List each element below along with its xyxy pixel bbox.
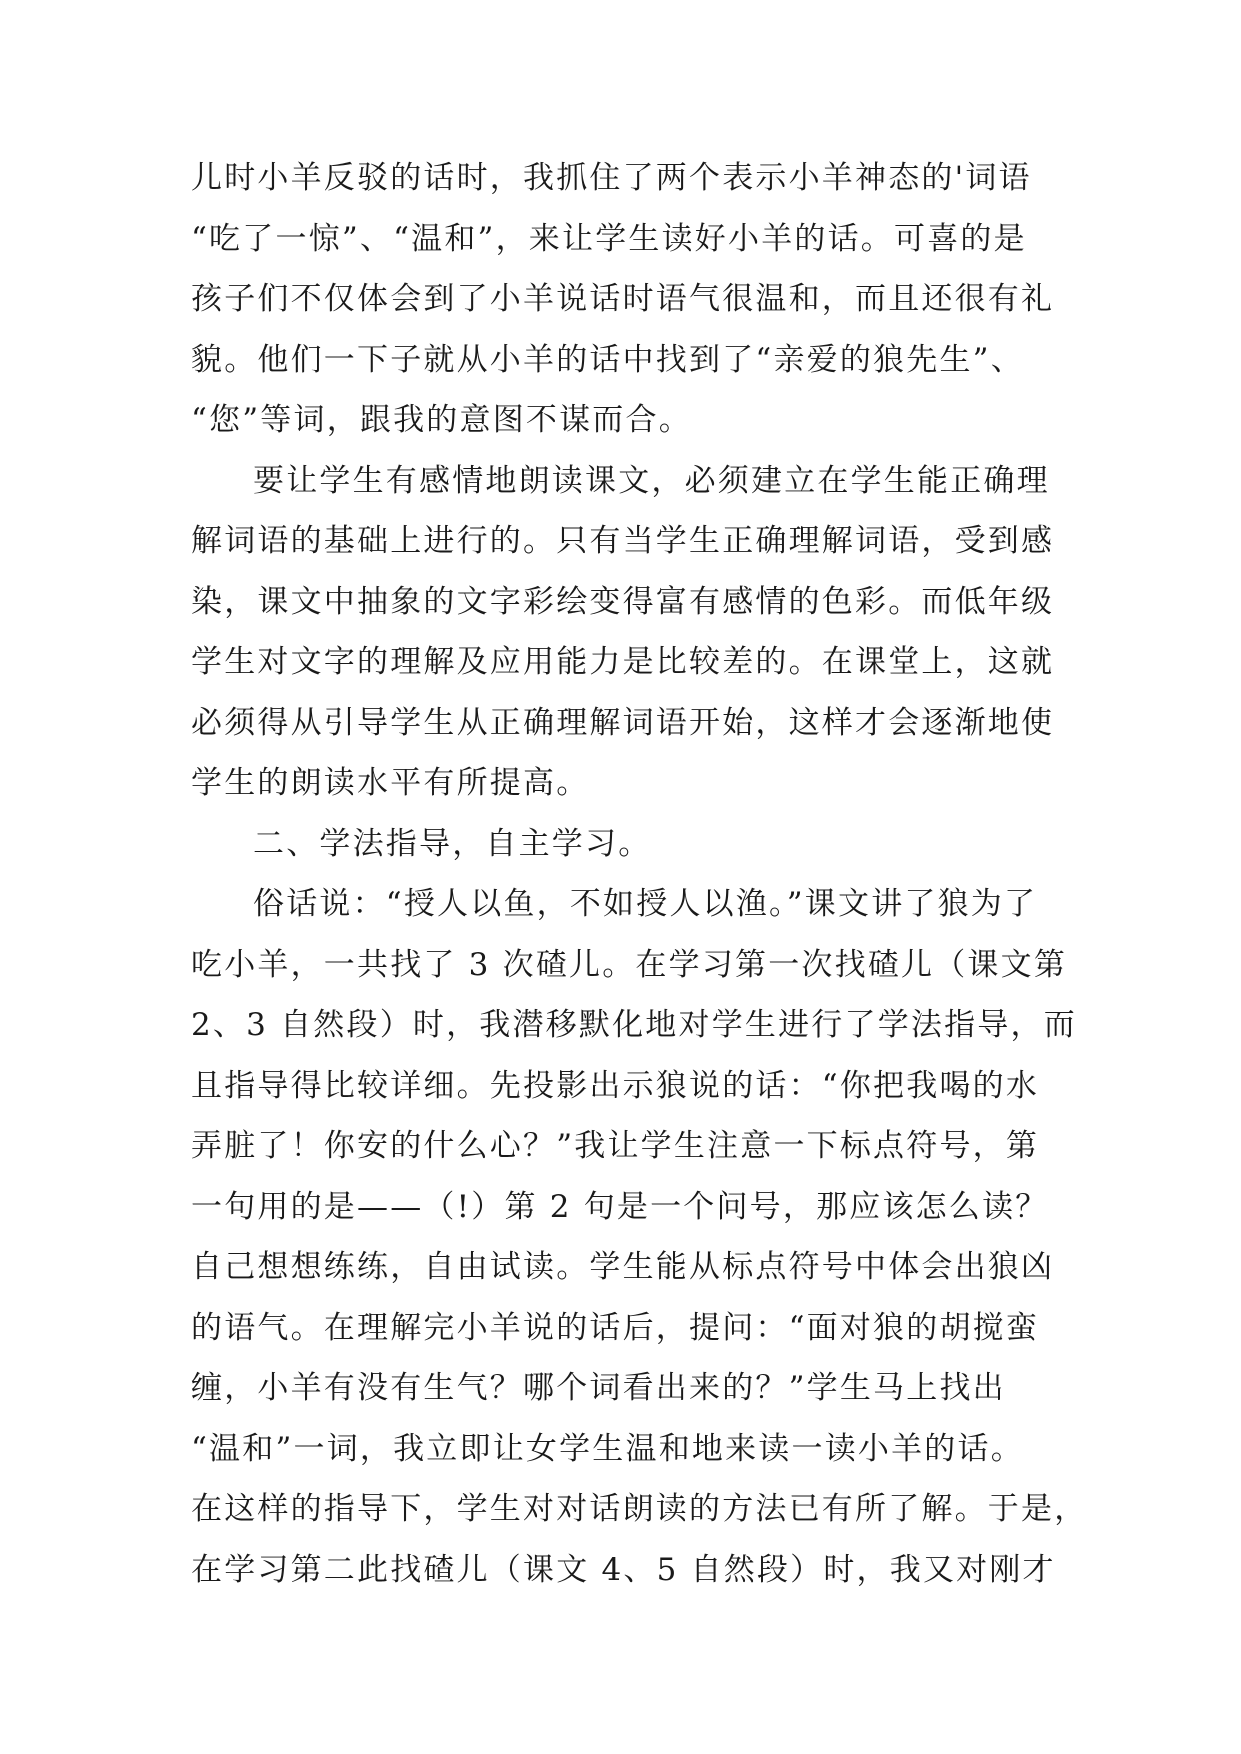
text-line: 必须得从引导学生从正确理解词语开始，这样才会逐渐地使 (191, 704, 1055, 741)
text-line: 要让学生有感情地朗读课文，必须建立在学生能正确理 (253, 462, 1050, 499)
text-line: “您”等词，跟我的意图不谋而合。 (191, 402, 692, 438)
text-line: 弄脏了！你安的什么心？”我让学生注意一下标点符号，第 (191, 1128, 1040, 1164)
text-line: “温和”一词，我立即让女学生温和地来读一读小羊的话。 (191, 1430, 1024, 1467)
text-line: 2、3 自然段）时，我潜移默化地对学生进行了学法指导，而 (191, 1007, 1077, 1043)
text-line: 儿时小羊反驳的话时，我抓住了两个表示小羊神态的'词语 (191, 160, 1032, 196)
text-line: 且指导得比较详细。先投影出示狼说的话：“你把我喝的水 (191, 1067, 1040, 1104)
text-line: 貌。他们一下子就从小羊的话中找到了“亲爱的狼先生”、 (191, 341, 1024, 378)
text-line: 二、学法指导，自主学习。 (253, 825, 652, 862)
text-line: 孩子们不仅体会到了小羊说话时语气很温和，而且还很有礼 (191, 281, 1055, 317)
text-line: 吃小羊，一共找了 3 次碴儿。在学习第一次找碴儿（课文第 (191, 946, 1068, 983)
text-line: 染，课文中抽象的文字彩绘变得富有感情的色彩。而低年级 (191, 583, 1055, 620)
text-line: 的语气。在理解完小羊说的话后，提问：“面对狼的胡搅蛮 (191, 1309, 1040, 1346)
text-line: 缠，小羊有没有生气？哪个词看出来的？”学生马上找出 (191, 1370, 1006, 1406)
text-line: 自己想想练练，自由试读。学生能从标点符号中体会出狼凶 (191, 1249, 1055, 1285)
body-text (191, 148, 1088, 1600)
text-line: 学生对文字的理解及应用能力是比较差的。在课堂上，这就 (191, 644, 1055, 680)
text-line: 解词语的基础上进行的。只有当学生正确理解词语，受到感 (191, 523, 1055, 559)
text-line: 俗话说：“授人以鱼，不如授人以渔。”课文讲了狼为了 (253, 886, 1038, 922)
text-line: 一句用的是——（!）第 2 句是一个问号，那应该怎么读？ (191, 1188, 1049, 1225)
text-line: “吃了一惊”、“温和”，来让学生读好小羊的话。可喜的是 (191, 220, 1027, 257)
text-line: 学生的朗读水平有所提高。 (191, 765, 590, 801)
text-line: 在这样的指导下，学生对对话朗读的方法已有所了解。于是， (191, 1491, 1088, 1527)
text-line: 在学习第二此找碴儿（课文 4、5 自然段）时，我又对刚才 (191, 1551, 1056, 1588)
